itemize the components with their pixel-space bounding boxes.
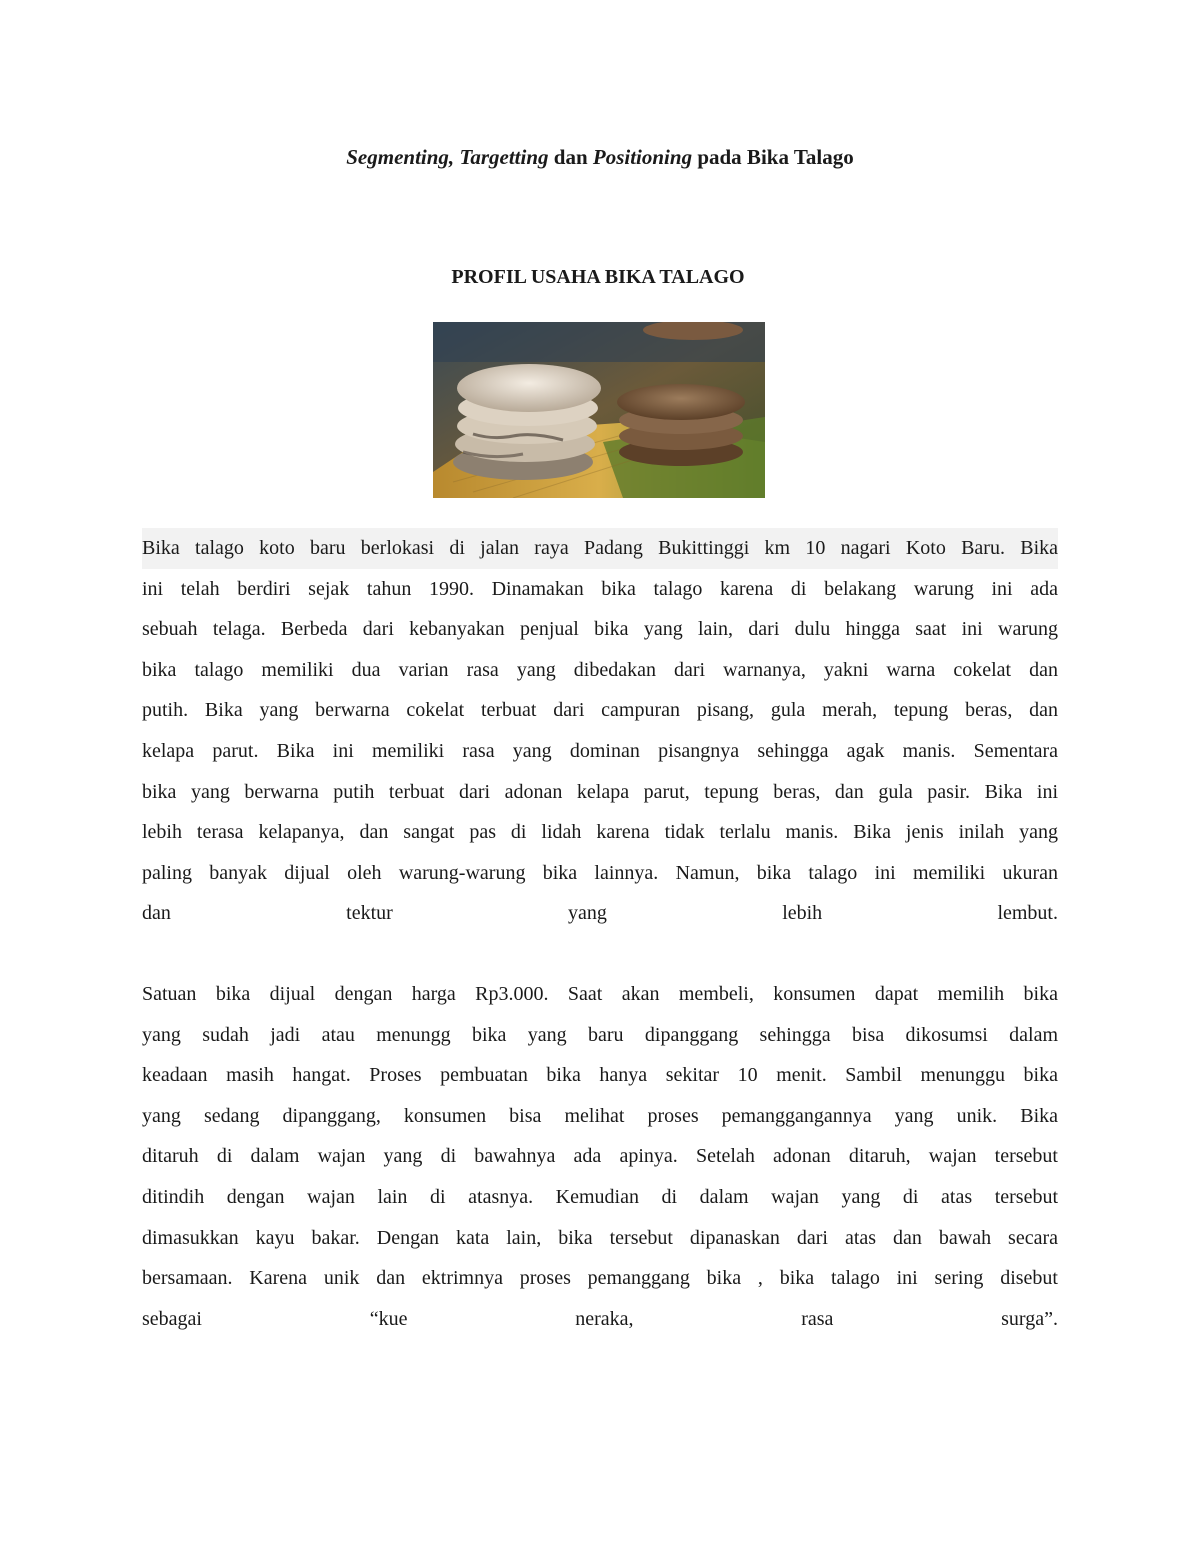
title-dan: dan bbox=[553, 145, 588, 169]
paragraph-line: yang sudah jadi atau menungg bika yang baru dipanggang sehingga bisa dikosumsi dalam bbox=[142, 1023, 1058, 1046]
paragraph-line: sebagai “kue neraka, rasa surga”. bbox=[142, 1307, 1058, 1330]
section-heading: PROFIL USAHA BIKA TALAGO bbox=[451, 266, 745, 288]
title-subject: pada Bika Talago bbox=[697, 145, 854, 169]
paragraph-line: paling banyak dijual oleh warung-warung bika lainnya. Namun, bika talago ini memiliki ukuran bbox=[142, 861, 1058, 884]
paragraph-line: kelapa parut. Bika ini memiliki rasa yang dominan pisangnya sehingga agak manis. Sementara bbox=[142, 739, 1058, 762]
paragraph-line: putih. Bika yang berwarna cokelat terbuat dari campuran pisang, gula merah, tepung beras, dan bbox=[142, 699, 1058, 722]
title-targetting: Targetting bbox=[459, 145, 549, 169]
paragraph-line: bersamaan. Karena unik dan ektrimnya proses pemanggang bika , bika talago ini sering disebut bbox=[142, 1267, 1058, 1290]
food-photo-icon bbox=[433, 322, 765, 498]
paragraph-line: keadaan masih hangat. Proses pembuatan bika hanya sekitar 10 menit. Sambil menunggu bika bbox=[142, 1064, 1058, 1087]
paragraph-line: yang sedang dipanggang, konsumen bisa melihat proses pemanggangannya yang unik. Bika bbox=[142, 1104, 1058, 1127]
paragraph-line: sebuah telaga. Berbeda dari kebanyakan penjual bika yang lain, dari dulu hingga saat ini warung bbox=[142, 618, 1058, 641]
paragraph-line: dimasukkan kayu bakar. Dengan kata lain, bika tersebut dipanaskan dari atas dan bawah secara bbox=[142, 1226, 1058, 1249]
paragraph-line: Satuan bika dijual dengan harga Rp3.000. Saat akan membeli, konsumen dapat memilih bika bbox=[142, 983, 1058, 1005]
paragraph-line: dan tektur yang lebih lembut. bbox=[142, 902, 1058, 925]
paragraph-line: bika yang berwarna putih terbuat dari adonan kelapa parut, tepung beras, dan gula pasir. Bika ini bbox=[142, 780, 1058, 803]
paragraph-line: bika talago memiliki dua varian rasa yang dibedakan dari warnanya, yakni warna cokelat dan bbox=[142, 658, 1058, 681]
paragraph-line: lebih terasa kelapanya, dan sangat pas di lidah karena tidak terlalu manis. Bika jenis inilah yang bbox=[142, 821, 1058, 844]
paragraph-line: ditindih dengan wajan lain di atasnya. Kemudian di dalam wajan yang di atas tersebut bbox=[142, 1185, 1058, 1208]
title-segmenting: Segmenting, bbox=[346, 145, 455, 169]
paragraph-line: ini telah berdiri sejak tahun 1990. Dinamakan bika talago karena di belakang warung ini ada bbox=[142, 577, 1058, 600]
paragraph-line: Bika talago koto baru berlokasi di jalan raya Padang Bukittinggi km 10 nagari Koto Baru. Bika bbox=[142, 528, 1058, 569]
paragraph-line: ditaruh di dalam wajan yang di bawahnya ada apinya. Setelah adonan ditaruh, wajan tersebut bbox=[142, 1145, 1058, 1168]
paragraph-location bbox=[142, 528, 1058, 934]
paragraph-price-process bbox=[142, 974, 1058, 1339]
title-positioning: Positioning bbox=[592, 145, 693, 169]
document-title bbox=[0, 142, 1200, 172]
